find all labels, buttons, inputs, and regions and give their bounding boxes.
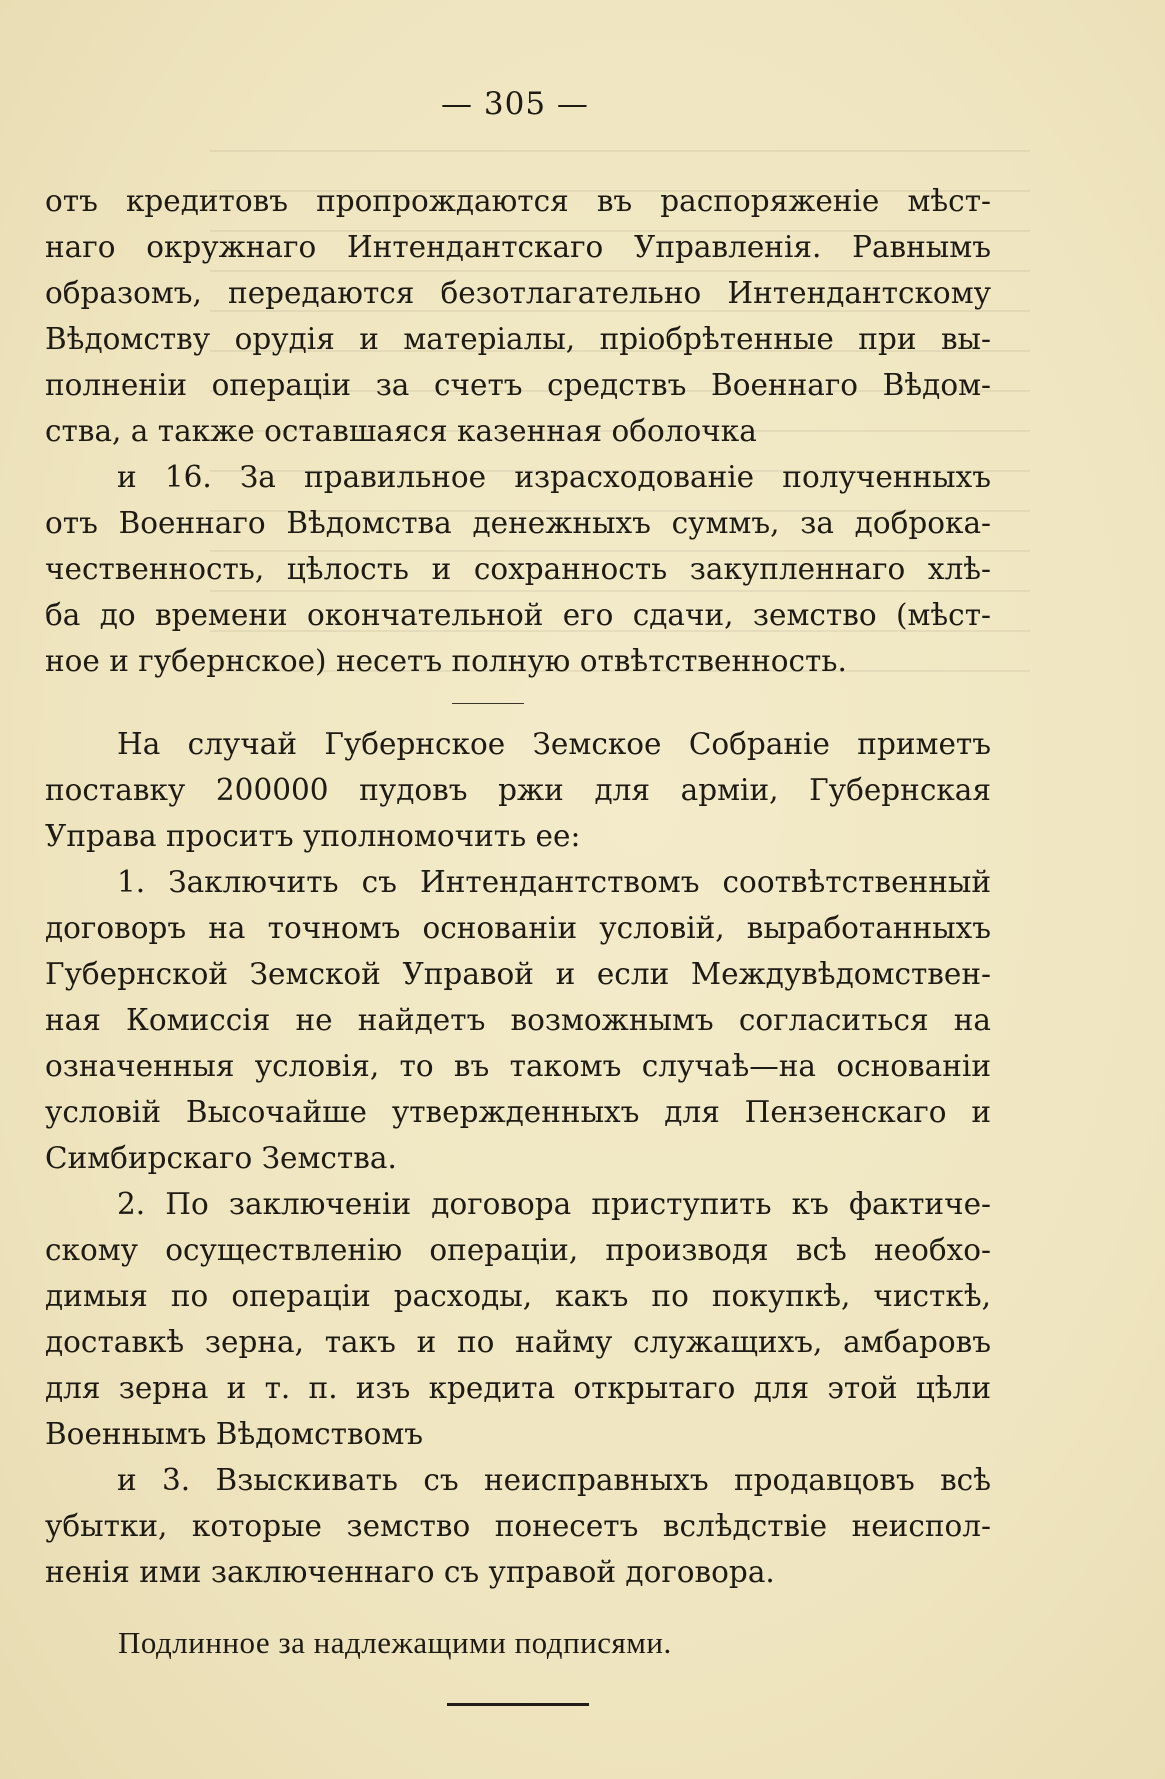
text-line: и 16. За правильное израсходованіе полученныхъ xyxy=(117,460,991,494)
closing-note: Подлинное за надлежащими подписями. xyxy=(118,1625,672,1660)
text-line: ба до времени окончательной его сдачи, земство (мѣст- xyxy=(45,598,991,632)
page-number: — 305 — xyxy=(441,86,589,122)
text-line: чественность, цѣлость и сохранность закупленнаго хлѣ- xyxy=(45,552,991,586)
text-line: образомъ, передаются безотлагательно Интендантскому xyxy=(45,276,991,310)
text-line: убытки, которые земство понесетъ вслѣдствіе неиспол- xyxy=(45,1509,991,1543)
text-line: На случай Губернское Земское Собраніе приметъ xyxy=(117,727,991,761)
text-line: Симбирскаго Земства. xyxy=(45,1141,397,1175)
text-line: скому осуществленію операціи, производя всѣ необхо- xyxy=(45,1233,991,1267)
text-line: ства, а также оставшаяся казенная оболочка xyxy=(45,414,757,448)
text-line: договоръ на точномъ основаніи условій, выработанныхъ xyxy=(45,911,991,945)
text-line: отъ кредитовъ пропрождаются въ распоряженіе мѣст- xyxy=(45,184,991,218)
paragraph-block-2 xyxy=(45,721,991,1595)
text-line: 2. По заключеніи договора приступить къ фактиче- xyxy=(117,1187,991,1221)
text-line: Управа проситъ уполномочить ее: xyxy=(45,819,581,853)
text-line: Губернской Земской Управой и если Междувѣдомствен- xyxy=(45,957,991,991)
text-line: означенныя условія, то въ такомъ случаѣ—на основаніи xyxy=(45,1049,991,1083)
text-line: ненія ими заключеннаго съ управой договора. xyxy=(45,1555,775,1589)
text-line: для зерна и т. п. изъ кредита открытаго для этой цѣли xyxy=(45,1371,991,1405)
text-line: полненіи операціи за счетъ средствъ Военнаго Вѣдом- xyxy=(45,368,991,402)
text-line: поставку 200000 пудовъ ржи для арміи, Губернская xyxy=(45,773,991,807)
section-divider xyxy=(452,703,524,704)
text-line: наго окружнаго Интендантскаго Управленія. Равнымъ xyxy=(45,230,991,264)
text-line: 1. Заключить съ Интендантствомъ соотвѣтственный xyxy=(117,865,991,899)
paragraph-block-1 xyxy=(45,178,991,684)
text-line: ная Комиссія не найдетъ возможнымъ согласиться на xyxy=(45,1003,991,1037)
text-line: условій Высочайше утвержденныхъ для Пензенскаго и xyxy=(45,1095,991,1129)
text-line: отъ Военнаго Вѣдомства денежныхъ суммъ, за доброка- xyxy=(45,506,991,540)
text-line: Военнымъ Вѣдомствомъ xyxy=(45,1417,424,1451)
text-line: Вѣдомству орудія и матеріалы, пріобрѣтенные при вы- xyxy=(45,322,991,356)
end-rule xyxy=(447,1703,589,1706)
text-line: димыя по операціи расходы, какъ по покупкѣ, чисткѣ, xyxy=(45,1279,991,1313)
text-line: и 3. Взыскивать съ неисправныхъ продавцовъ всѣ xyxy=(117,1463,991,1497)
text-line: доставкѣ зерна, такъ и по найму служащихъ, амбаровъ xyxy=(45,1325,991,1359)
text-line: ное и губернское) несетъ полную отвѣтственность. xyxy=(45,644,847,678)
